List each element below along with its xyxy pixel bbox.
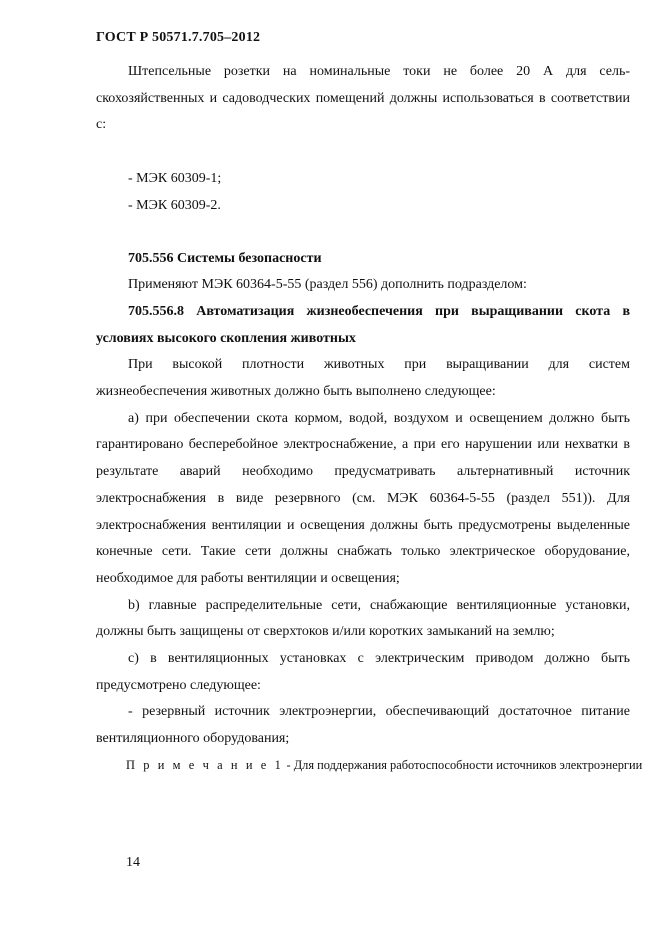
- section-heading-705-556: 705.556 Системы безопасности: [128, 250, 322, 266]
- note-1: [96, 754, 643, 776]
- paragraph-item-c: c) в вентиляционных установках с электрическим приводом должно быть предусмотрено следующее:: [96, 651, 630, 693]
- list-item-iec-60309-2: - МЭК 60309-2.: [128, 197, 221, 213]
- document-header: ГОСТ Р 50571.7.705–2012: [96, 30, 261, 45]
- paragraph-high-density: При высокой плотности животных при выращивании для систем жизнеобеспечения животных должно быть выполнено следующее:: [96, 357, 630, 400]
- paragraph-item-b: b) главные распределительные сети, снабжающие вентиляционные установки, должны быть защищены от сверхтоков и/или коротких замыканий на землю;: [96, 597, 630, 640]
- paragraph-sockets: Штепсельные розетки на номинальные токи не более 20 А для сель-скохозяйственных и садоводческих помещений должны использоваться в соответствии с:: [96, 64, 630, 133]
- list-item-iec-60309-1: - МЭК 60309-1;: [128, 171, 222, 187]
- paragraph-backup-source: - резервный источник электроэнергии, обеспечивающий достаточное питание вентиляционного оборудования;: [96, 704, 630, 747]
- note-text: - Для поддержания работоспособности источников электроэнергии: [283, 757, 643, 772]
- paragraph-item-a: a) при обеспечении скота кормом, водой, воздухом и освещением должно быть гарантировано бесперебойное электроснабжение, а при его нарушении или нехватки в результате аварий необходимо предусматривать альтернативный источник электроснабжения в виде резервного (см. МЭК 60364-5-55 (раздел 551)). Для электроснабжения вентиляции и освещения должны быть предусмотрены выделенные конечные сети. Такие сети должны снабжать только электрическое оборудование, необходимое для работы вентиляции и освещения;: [96, 410, 630, 586]
- paragraph-apply-iec: Применяют МЭК 60364-5-55 (раздел 556) дополнить подразделом:: [128, 277, 527, 293]
- document-body: [96, 59, 643, 776]
- section-heading-705-556-8: 705.556.8 Автоматизация жизнеобеспечения при выращивании скота в условиях высокого скопления животных: [96, 303, 630, 346]
- page-number: 14: [126, 855, 140, 870]
- note-label: П р и м е ч а н и е 1: [126, 757, 284, 772]
